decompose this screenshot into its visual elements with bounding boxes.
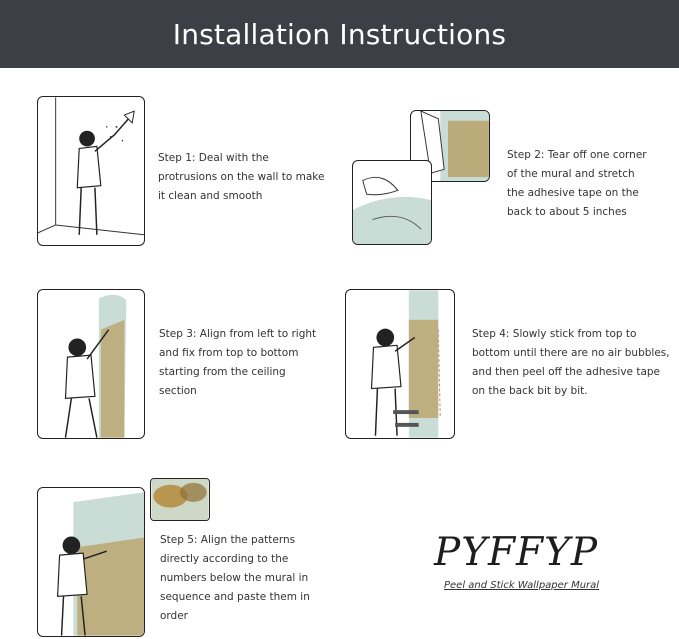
step-5-text: Step 5: Align the patterns directly according to the numbers below the mural in sequence and paste them in order <box>160 534 310 622</box>
step-2-text: Step 2: Tear off one corner of the mural and stretch the adhesive tape on the back to about 5 inches <box>507 149 647 218</box>
page-title: Installation Instructions <box>172 17 507 51</box>
person-smoothing-mural-icon <box>346 290 454 438</box>
step-3-text: Step 3: Align from left to right and fix from top to bottom starting from the ceiling section <box>159 328 317 397</box>
brand-logo: PYFFYP <box>434 530 599 575</box>
step-2-illustration-peel <box>352 160 432 245</box>
peeling-tape-icon <box>353 161 431 244</box>
step-4-illustration <box>345 289 455 439</box>
person-aligning-panels-icon <box>38 488 144 636</box>
step-5-mural-detail <box>150 478 210 521</box>
title-banner <box>0 0 679 68</box>
brand-tagline: Peel and Stick Wallpaper Mural <box>444 580 600 591</box>
step-3-illustration <box>37 289 145 439</box>
step-1-text: Step 1: Deal with the protrusions on the wall to make it clean and smooth <box>158 152 325 202</box>
person-scraping-wall-icon <box>38 97 144 245</box>
step-5-illustration <box>37 487 145 637</box>
person-hanging-mural-icon <box>38 290 144 438</box>
mural-detail-thumbnail-icon <box>151 479 209 520</box>
step-1-illustration <box>37 96 145 246</box>
step-4-text: Step 4: Slowly stick from top to bottom until there are no air bubbles, and then peel off the adhesive tape on the back bit by bit. <box>472 328 670 397</box>
